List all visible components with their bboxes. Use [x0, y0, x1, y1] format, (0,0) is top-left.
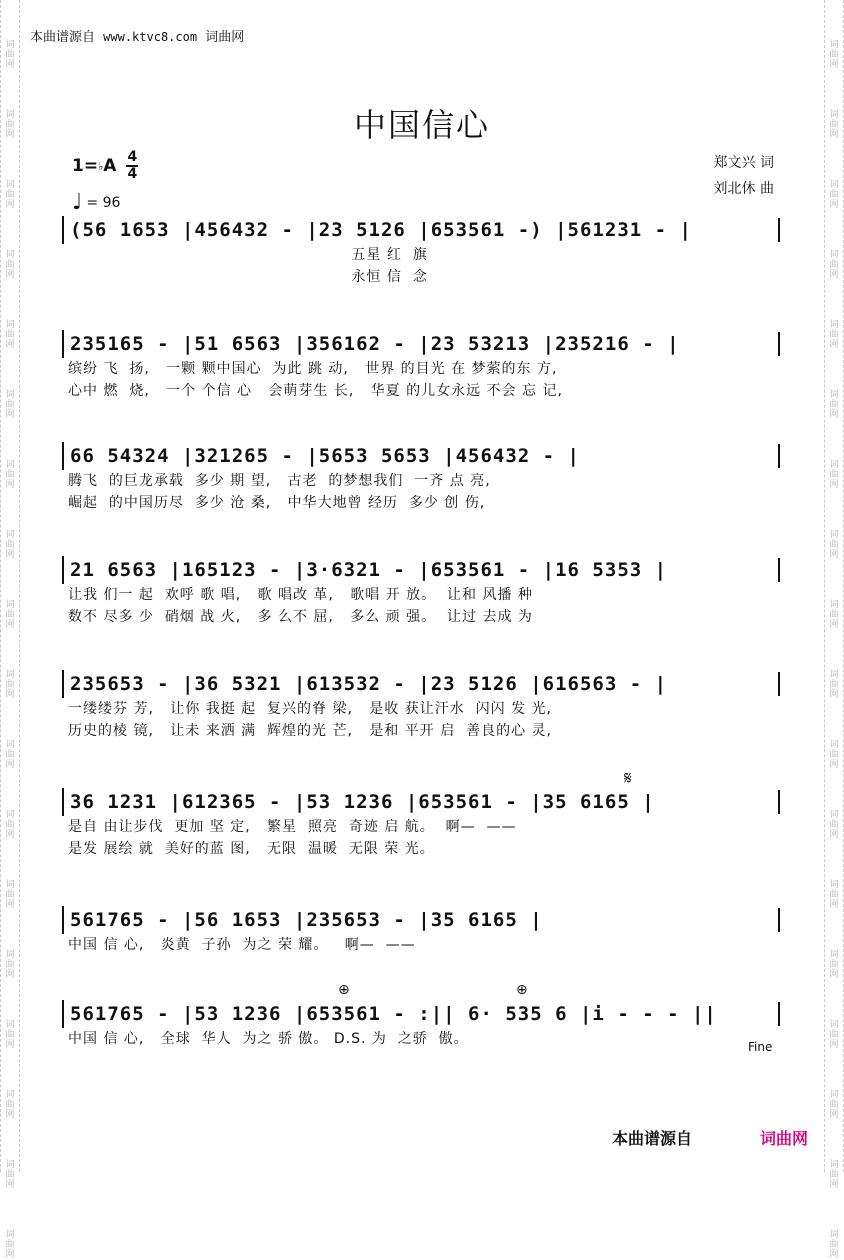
- lyric-line-2: 数不 尽多 少 硝烟 战 火, 多 么不 屈, 多么 顽 强。 让过 去成 为: [68, 609, 533, 625]
- watermark-group: [829, 390, 838, 420]
- watermark-char: 曲: [829, 470, 839, 480]
- watermark-char: 曲: [829, 750, 839, 760]
- watermark-char: 词: [5, 530, 15, 540]
- lyric-line-1: 腾飞 的巨龙承载 多少 期 望, 古老 的梦想我们 一齐 点 亮,: [68, 473, 491, 489]
- score-system-8: [62, 1000, 780, 1050]
- watermark-group: [5, 950, 14, 980]
- watermark-group: [829, 600, 838, 630]
- footer-brand[interactable]: 词曲网: [760, 1129, 809, 1148]
- watermark-char: 曲: [829, 680, 839, 690]
- segno-icon: 𝄋: [624, 768, 632, 789]
- watermark-char: 网: [829, 480, 839, 490]
- watermark-char: 网: [829, 760, 839, 770]
- watermark-group: [829, 1020, 838, 1050]
- watermark-group: [829, 1230, 838, 1260]
- watermark-char: 网: [5, 130, 15, 140]
- watermark-char: 网: [5, 830, 15, 840]
- watermark-group: [5, 810, 14, 840]
- watermark-char: 网: [829, 690, 839, 700]
- page-title: 中国信心: [353, 106, 490, 144]
- watermark-group: [5, 1020, 14, 1050]
- watermark-group: [829, 950, 838, 980]
- watermark-char: 曲: [5, 820, 15, 830]
- watermark-group: [5, 670, 14, 700]
- watermark-char: 曲: [829, 540, 839, 550]
- watermark-char: 曲: [829, 190, 839, 200]
- watermark-char: 词: [829, 880, 839, 890]
- watermark-char: 曲: [829, 330, 839, 340]
- watermark-char: 网: [5, 1040, 15, 1050]
- watermark-group: [5, 740, 14, 770]
- lyric-line-2: 历史的棱 镜, 让未 来洒 满 辉煌的光 芒, 是和 平开 启 善良的心 灵,: [68, 723, 553, 739]
- watermark-char: 词: [829, 600, 839, 610]
- notation-line: 235165 - |51 6563 |356162 - |23 53213 |235216 - |: [62, 330, 780, 358]
- watermark-char: 网: [829, 1250, 839, 1260]
- watermark-group: [829, 810, 838, 840]
- watermark-char: 曲: [5, 470, 15, 480]
- watermark-group: [5, 40, 14, 70]
- score-system-6: [62, 788, 780, 860]
- watermark-char: 网: [5, 970, 15, 980]
- watermark-group: [829, 530, 838, 560]
- watermark-group: [5, 880, 14, 910]
- key-letter: A: [103, 156, 117, 176]
- watermark-char: 曲: [829, 120, 839, 130]
- watermark-group: [5, 530, 14, 560]
- source-url[interactable]: www.ktvc8.com: [103, 30, 198, 44]
- tempo-value: = 96: [86, 194, 121, 211]
- watermark-group: [5, 1230, 14, 1260]
- watermark-char: 网: [5, 760, 15, 770]
- watermark-char: 词: [5, 460, 15, 470]
- notation-line: 235653 - |36 5321 |613532 - |23 5126 |616563 - |: [62, 670, 780, 698]
- lyric-line-1: 一缕缕芬 芳, 让你 我挺 起 复兴的脊 梁, 是收 获让汗水 闪闪 发 光,: [68, 701, 553, 717]
- watermark-char: 网: [829, 1110, 839, 1120]
- watermark-char: 词: [829, 530, 839, 540]
- watermark-char: 网: [829, 340, 839, 350]
- watermark-char: 曲: [5, 540, 15, 550]
- key-prefix: 1=: [72, 156, 99, 176]
- watermark-char: 网: [829, 830, 839, 840]
- lyric-line-2: 永恒 信 念: [68, 269, 428, 285]
- watermark-char: 曲: [5, 610, 15, 620]
- score-system-5: [62, 670, 780, 742]
- watermark-group: [5, 600, 14, 630]
- watermark-char: 曲: [829, 260, 839, 270]
- notation-line: 66 54324 |321265 - |5653 5653 |456432 - |: [62, 442, 780, 470]
- source-label: 本曲谱源自: [30, 30, 96, 45]
- watermark-group: [829, 740, 838, 770]
- watermark-char: 词: [829, 1230, 839, 1240]
- watermark-char: 网: [829, 200, 839, 210]
- watermark-char: 网: [829, 270, 839, 280]
- watermark-char: 网: [5, 550, 15, 560]
- watermark-group: [5, 390, 14, 420]
- watermark-char: 词: [829, 950, 839, 960]
- watermark-char: 网: [829, 550, 839, 560]
- lyric-line-1: 中国 信 心, 全球 华人 为之 骄 傲。 D.S. 为 之骄 傲。: [68, 1031, 469, 1047]
- watermark-char: 网: [5, 200, 15, 210]
- lyric-line-2: 崛起 的中国历尽 多少 沧 桑, 中华大地曾 经历 多少 创 伤,: [68, 495, 486, 511]
- watermark-char: 词: [5, 880, 15, 890]
- key-signature: [72, 150, 138, 182]
- watermark-char: 网: [829, 1180, 839, 1190]
- lyric-line-1: 让我 们一 起 欢呼 歌 唱, 歌 唱改 革, 歌唱 开 放。 让和 风播 种: [68, 587, 533, 603]
- lyric-line-1: 是自 由让步伐 更加 坚 定, 繁星 照亮 奇迹 启 航。 啊— ——: [68, 819, 517, 835]
- lyricist-credit: 郑文兴 词: [713, 155, 774, 171]
- watermark-char: 曲: [5, 890, 15, 900]
- watermark-char: 曲: [829, 890, 839, 900]
- watermark-char: 网: [5, 60, 15, 70]
- watermark-char: 词: [5, 40, 15, 50]
- notation-line: 21 6563 |165123 - |3·6321 - |653561 - |16 5353 |: [62, 556, 780, 584]
- watermark-char: 词: [829, 1160, 839, 1170]
- watermark-char: 曲: [829, 50, 839, 60]
- watermark-char: 词: [5, 1160, 15, 1170]
- notation-line: 36 1231 |612365 - |53 1236 |653561 - |35 6165 |: [62, 788, 780, 816]
- watermark-char: 网: [5, 1110, 15, 1120]
- watermark-char: 词: [829, 390, 839, 400]
- fine-mark: Fine: [748, 1040, 773, 1054]
- coda-icon: ⊕: [516, 982, 528, 998]
- watermark-char: 词: [829, 670, 839, 680]
- lyric-line-1: 中国 信 心, 炎黄 子孙 为之 荣 耀。 啊— ——: [68, 937, 416, 953]
- watermark-char: 词: [5, 950, 15, 960]
- watermark-char: 曲: [5, 1100, 15, 1110]
- right-watermark-strip: [824, 0, 844, 1260]
- watermark-char: 曲: [5, 50, 15, 60]
- footer-source-label: 本曲谱源自: [612, 1129, 693, 1148]
- watermark-char: 曲: [5, 260, 15, 270]
- notation-line: (56 1653 |456432 - |23 5126 |653561 -) |561231 - |: [62, 216, 780, 244]
- watermark-char: 网: [829, 970, 839, 980]
- watermark-group: [829, 1160, 838, 1190]
- notation-line: 561765 - |53 1236 |653561 - :|| 6· 535 6 |i - - - ||: [62, 1000, 780, 1028]
- watermark-char: 网: [5, 480, 15, 490]
- watermark-char: 网: [5, 1180, 15, 1190]
- lyric-line-2: 心中 燃 烧, 一个 个信 心 会萌芽生 长, 华夏 的儿女永远 不会 忘 记,: [68, 383, 563, 399]
- watermark-group: [829, 880, 838, 910]
- watermark-group: [5, 320, 14, 350]
- score-system-2: [62, 330, 780, 402]
- watermark-char: 曲: [5, 1030, 15, 1040]
- tempo-marking: [72, 190, 120, 215]
- watermark-group: [829, 320, 838, 350]
- watermark-char: 词: [829, 460, 839, 470]
- watermark-char: 词: [829, 740, 839, 750]
- watermark-char: 曲: [5, 330, 15, 340]
- score-system-7: [62, 906, 780, 956]
- watermark-char: 网: [5, 620, 15, 630]
- score-system-3: [62, 442, 780, 514]
- lyric-line-2: 是发 展绘 就 美好的蓝 图, 无限 温暖 无限 荣 光。: [68, 841, 435, 857]
- notation-line: 561765 - |56 1653 |235653 - |35 6165 |: [62, 906, 780, 934]
- watermark-char: 网: [5, 1250, 15, 1260]
- watermark-char: 词: [5, 1090, 15, 1100]
- watermark-char: 曲: [5, 1240, 15, 1250]
- time-denominator: 4: [127, 166, 138, 182]
- watermark-char: 曲: [829, 1030, 839, 1040]
- watermark-group: [829, 1090, 838, 1120]
- flat-sign: ♭: [98, 159, 104, 173]
- watermark-char: 词: [829, 250, 839, 260]
- watermark-char: 词: [829, 1090, 839, 1100]
- watermark-group: [5, 180, 14, 210]
- watermark-char: 词: [829, 40, 839, 50]
- watermark-char: 网: [829, 900, 839, 910]
- watermark-group: [5, 1160, 14, 1190]
- watermark-char: 网: [5, 270, 15, 280]
- watermark-char: 曲: [5, 750, 15, 760]
- watermark-char: 词: [5, 250, 15, 260]
- watermark-char: 曲: [829, 400, 839, 410]
- coda-icon: ⊕: [338, 982, 350, 998]
- watermark-char: 词: [829, 810, 839, 820]
- watermark-char: 曲: [829, 1240, 839, 1250]
- watermark-char: 网: [5, 410, 15, 420]
- watermark-group: [5, 1090, 14, 1120]
- watermark-group: [829, 40, 838, 70]
- watermark-char: 网: [5, 690, 15, 700]
- watermark-group: [829, 670, 838, 700]
- quarter-note-icon: ♩: [72, 190, 83, 215]
- lyric-line-1: 缤纷 飞 扬, 一颗 颗中国心 为此 跳 动, 世界 的目光 在 梦萦的东 方,: [68, 361, 558, 377]
- watermark-group: [829, 250, 838, 280]
- watermark-char: 词: [5, 1020, 15, 1030]
- watermark-char: 曲: [5, 120, 15, 130]
- watermark-char: 曲: [5, 960, 15, 970]
- watermark-char: 词: [829, 180, 839, 190]
- watermark-char: 词: [5, 180, 15, 190]
- watermark-char: 词: [5, 740, 15, 750]
- composer-credit: 刘北休 曲: [713, 181, 774, 197]
- watermark-char: 词: [5, 390, 15, 400]
- watermark-char: 曲: [5, 1170, 15, 1180]
- watermark-char: 网: [5, 340, 15, 350]
- watermark-char: 曲: [5, 400, 15, 410]
- watermark-char: 网: [829, 130, 839, 140]
- watermark-char: 曲: [5, 190, 15, 200]
- source-header: [30, 26, 244, 45]
- watermark-char: 曲: [829, 1100, 839, 1110]
- watermark-char: 曲: [829, 960, 839, 970]
- watermark-group: [5, 250, 14, 280]
- watermark-char: 词: [829, 110, 839, 120]
- watermark-char: 词: [5, 1230, 15, 1240]
- watermark-char: 网: [829, 1040, 839, 1050]
- watermark-group: [829, 180, 838, 210]
- watermark-char: 曲: [829, 1170, 839, 1180]
- watermark-char: 词: [829, 320, 839, 330]
- watermark-char: 网: [5, 900, 15, 910]
- watermark-group: [829, 460, 838, 490]
- watermark-char: 网: [829, 60, 839, 70]
- score-system-4: [62, 556, 780, 628]
- time-numerator: 4: [127, 149, 138, 165]
- score-system-1: [62, 216, 780, 288]
- watermark-char: 曲: [5, 680, 15, 690]
- watermark-group: [5, 460, 14, 490]
- watermark-char: 网: [829, 620, 839, 630]
- watermark-char: 词: [5, 810, 15, 820]
- lyric-line-1: 五星 红 旗: [68, 247, 428, 263]
- source-site: 词曲网: [205, 30, 245, 45]
- watermark-char: 网: [829, 410, 839, 420]
- watermark-char: 曲: [829, 820, 839, 830]
- watermark-char: 曲: [829, 610, 839, 620]
- watermark-char: 词: [5, 320, 15, 330]
- watermark-char: 词: [829, 1020, 839, 1030]
- watermark-char: 词: [5, 110, 15, 120]
- watermark-char: 词: [5, 670, 15, 680]
- watermark-char: 词: [5, 600, 15, 610]
- left-watermark-strip: [0, 0, 20, 1260]
- time-signature: [126, 150, 138, 182]
